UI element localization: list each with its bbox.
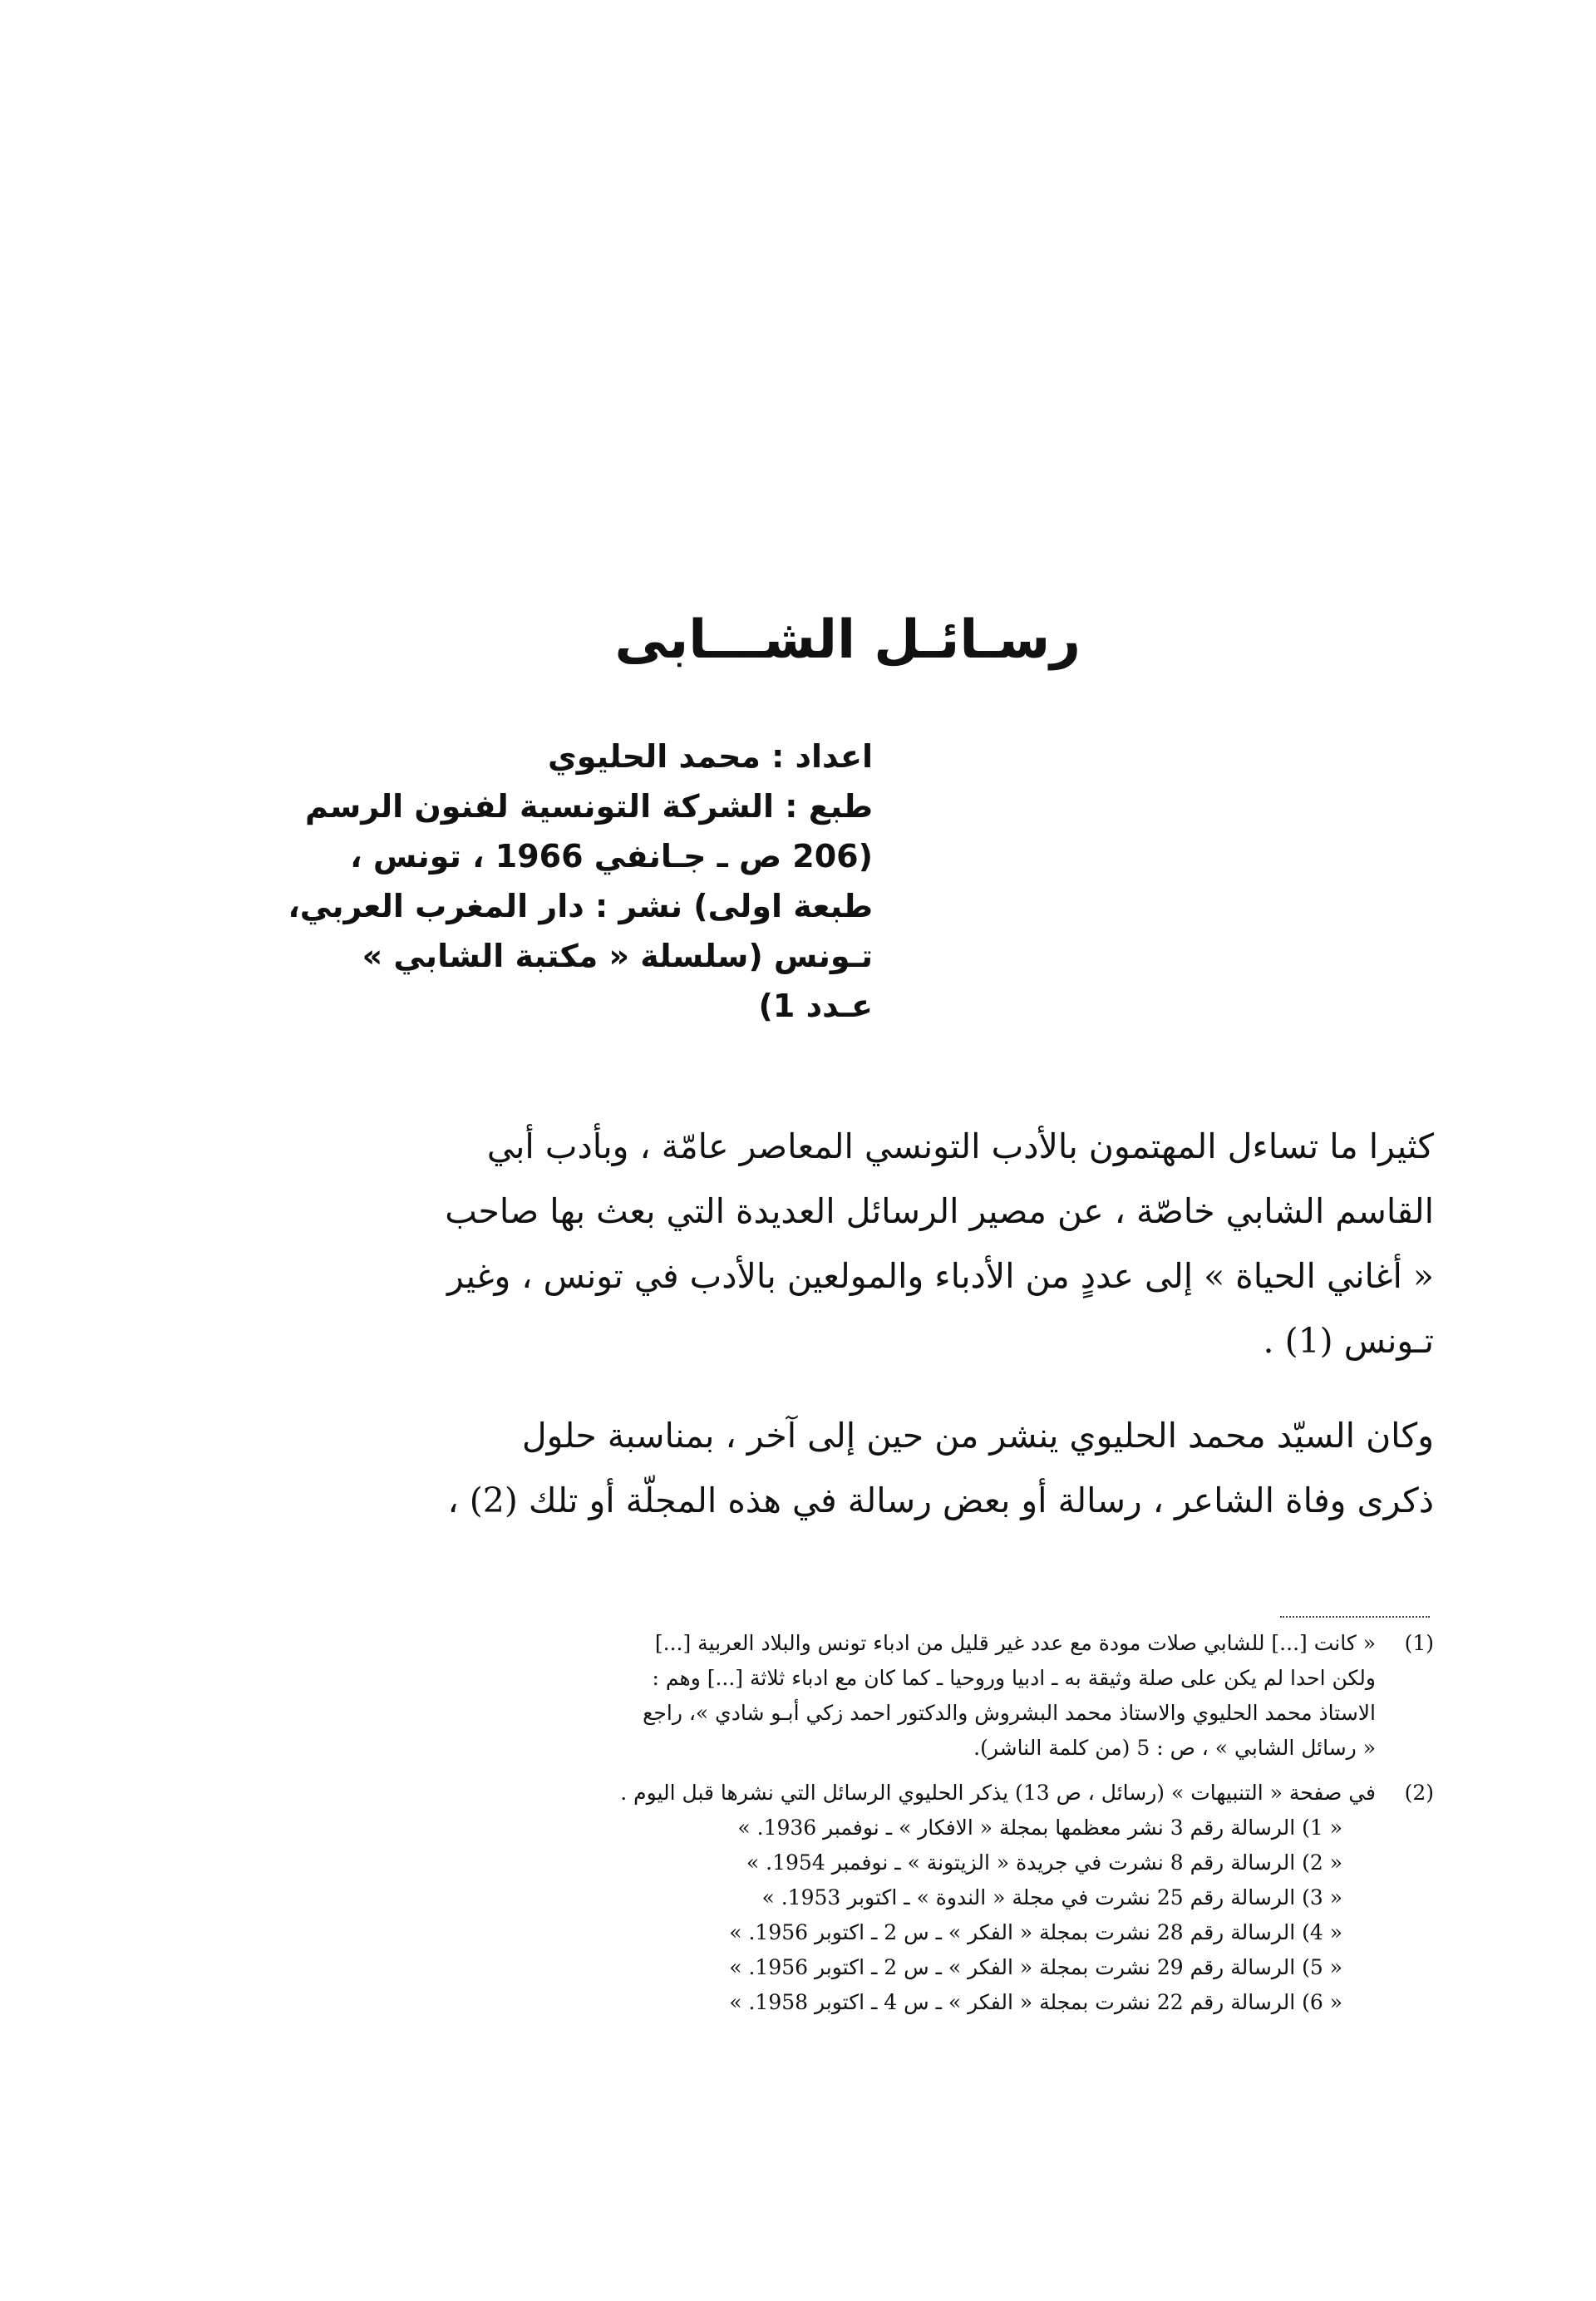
footnote-number: (1) [1404,1631,1434,1655]
paragraph-line: تـونس (1) . [1263,1321,1434,1361]
bibliography-line: اعداد : محمد الحليوي [547,738,873,775]
footnote-list-item: « 2) الرسالة رقم 8 نشرت في جريدة « الزيتونة » ـ نوفمبر 1954. » [746,1850,1342,1875]
paragraph-line: وكان السيّد محمد الحليوي ينشر من حين إلى آخر ، بمناسبة حلول [521,1416,1434,1456]
footnote-line: « رسائل الشابي » ، ص : 5 (من كلمة الناشر). [973,1736,1376,1760]
footnote-list [262,1811,1342,2020]
footnote-body [262,1626,1376,1766]
paragraph-1 [270,1114,1434,1373]
footnote-list-item: « 5) الرسالة رقم 29 نشرت بمجلة « الفكر » ـ س 2 ـ اكتوبر 1956. » [729,1955,1342,1979]
footnote-list-item: « 1) الرسالة رقم 3 نشر معظمها بمجلة « الافكار » ـ نوفمبر 1936. » [737,1816,1342,1840]
footnote-number: (2) [1404,1781,1434,1805]
footnote-2 [262,1776,1434,2020]
paragraph-2 [270,1403,1434,1533]
paragraph-line: كثيرا ما تساءل المهتمون بالأدب التونسي المعاصر عامّة ، وبأدب أبي [486,1126,1434,1166]
footnote-1 [262,1626,1434,1766]
paragraph-line: « أغاني الحياة » إلى عددٍ من الأدباء والمولعين بالأدب في تونس ، وغير [447,1256,1434,1296]
footnote-list-item: « 3) الرسالة رقم 25 نشرت في مجلة « الندوة » ـ اكتوبر 1953. » [761,1885,1342,1909]
footnotes [262,1626,1434,2030]
bibliography-block [241,732,873,1031]
bibliography-line: طبعة اولى) نشر : دار المغرب العربي، [288,888,873,924]
body-text [270,1114,1434,1533]
footnote-line: الاستاذ محمد الحليوي والاستاذ محمد البشروش والدكتور احمد زكي أبـو شادي »، راجع [643,1701,1376,1725]
bibliography-line: (206 ص ـ جـانفي 1966 ، تونس ، [350,838,873,875]
bibliography-line: عـدد 1) [758,988,873,1024]
page-title: رسـائـل الشـــابى [614,609,1081,671]
bibliography-line: طبع : الشركة التونسية لفنون الرسم [305,788,873,825]
footnote-body [262,1776,1376,2020]
paragraph-line: ذكرى وفاة الشاعر ، رسالة أو بعض رسالة في هذه المجلّة أو تلك (2) ، [447,1481,1434,1520]
paragraph-line: القاسم الشابي خاصّة ، عن مصير الرسائل العديدة التي بعث بها صاحب [445,1191,1434,1231]
footnote-line: في صفحة « التنبيهات » (رسائل ، ص 13) يذكر الحليوي الرسائل التي نشرها قبل اليوم . [620,1781,1376,1805]
footnote-divider [1280,1616,1430,1618]
footnote-list-item: « 6) الرسالة رقم 22 نشرت بمجلة « الفكر » ـ س 4 ـ اكتوبر 1958. » [729,1990,1342,2014]
footnote-line: ولكن احدا لم يكن على صلة وثيقة به ـ ادبيا وروحيا ـ كما كان مع ادباء ثلاثة [...] وهم : [652,1666,1376,1690]
footnote-list-item: « 4) الرسالة رقم 28 نشرت بمجلة « الفكر » ـ س 2 ـ اكتوبر 1956. » [729,1920,1342,1944]
bibliography-line: تـونس (سلسلة « مكتبة الشابي » [362,938,873,974]
footnote-line: « كانت [...] للشابي صلات مودة مع عدد غير قليل من ادباء تونس والبلاد العربية [...] [654,1631,1376,1655]
paragraph-spacer [270,1373,1434,1403]
